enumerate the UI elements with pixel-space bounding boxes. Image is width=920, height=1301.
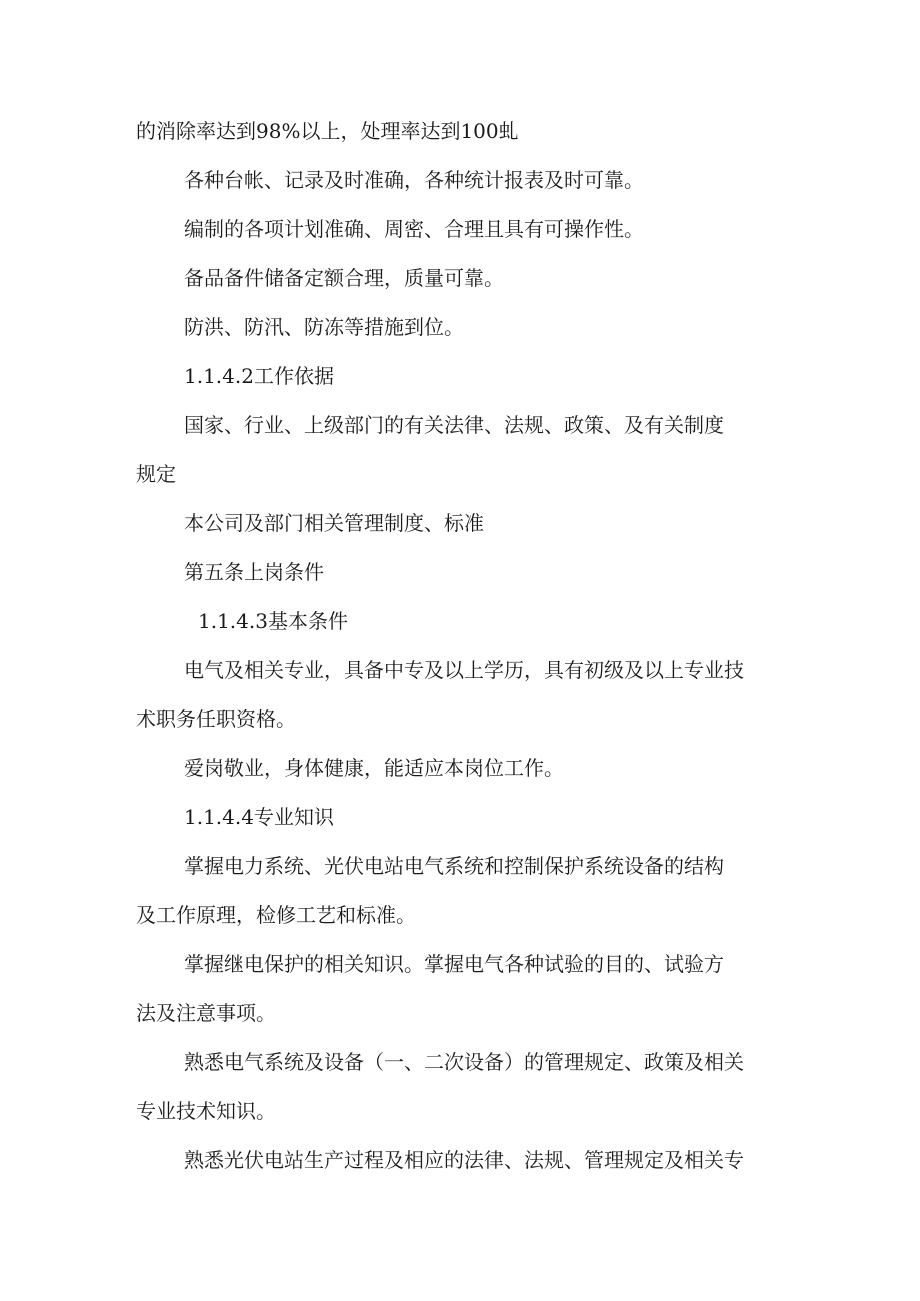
text-line: 熟悉光伏电站生产过程及相应的法律、法规、管理规定及相关专 [184,1148,744,1172]
text-line: 防洪、防汛、防冻等措施到位。 [184,315,464,339]
article-heading: 第五条上岗条件 [184,560,324,584]
text-line: 掌握电力系统、光伏电站电气系统和控制保护系统设备的结构 [184,854,724,878]
text-line: 掌握继电保护的相关知识。掌握电气各种试验的目的、试验方 [184,952,724,976]
text-line: 国家、行业、上级部门的有关法律、法规、政策、及有关制度 [184,413,724,437]
text-line: 备品备件储备定额合理，质量可靠。 [184,266,504,290]
text-line: 术职务任职资格。 [136,707,296,731]
section-heading: 1.1.4.4专业知识 [184,805,334,829]
section-heading: 1.1.4.3基本条件 [198,609,348,633]
text-line: 及工作原理，检修工艺和标准。 [136,903,416,927]
text-line: 电气及相关专业，具备中专及以上学历，具有初级及以上专业技 [184,658,744,682]
section-heading: 1.1.4.2工作依据 [184,364,334,388]
text-line: 爱岗敬业，身体健康，能适应本岗位工作。 [184,756,564,780]
text-line: 法及注意事项。 [136,1001,276,1025]
text-line: 规定 [136,462,176,486]
text-line: 的消除率达到98%以上，处理率达到100虬 [136,119,519,143]
text-line: 本公司及部门相关管理制度、标准 [184,511,484,535]
text-line: 各种台帐、记录及时准确，各种统计报表及时可靠。 [184,168,644,192]
text-line: 编制的各项计划准确、周密、合理且具有可操作性。 [184,217,644,241]
text-line: 专业技术知识。 [136,1099,276,1123]
text-line: 熟悉电气系统及设备（一、二次设备）的管理规定、政策及相关 [184,1050,744,1074]
